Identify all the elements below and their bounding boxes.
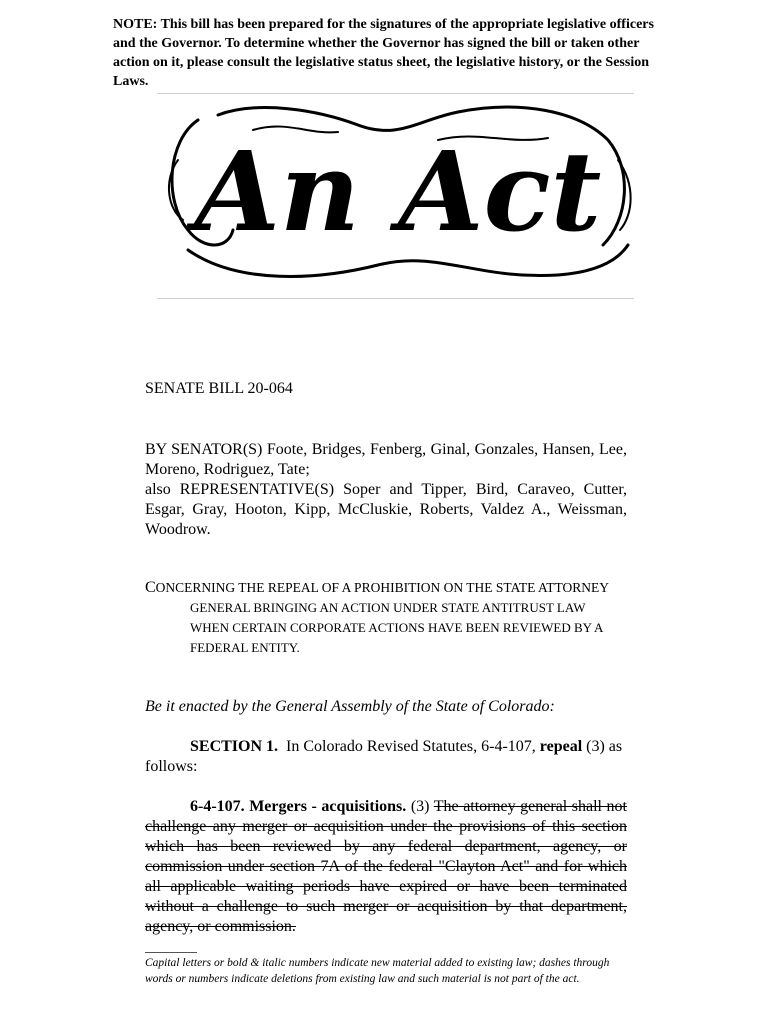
- banner-bottom-rule: [157, 298, 634, 299]
- title-first-letter: C: [145, 579, 156, 596]
- footnote: Capital letters or bold & italic numbers indicate new material added to existing law; dashes through words or numbers indicate deletions from existing law and such material is not part of the act.: [145, 957, 610, 985]
- senate-sponsors: BY SENATOR(S) Foote, Bridges, Fenberg, Ginal, Gonzales, Hansen, Lee, Moreno, Rodriguez, Tate;: [145, 441, 627, 478]
- statute-heading: 6-4-107. Mergers - acquisitions.: [190, 798, 407, 815]
- house-sponsors: also REPRESENTATIVE(S) Soper and Tipper, Bird, Caraveo, Cutter, Esgar, Gray, Hooton, Kipp, McCluskie, Roberts, Valdez A., Weissman, Woodrow.: [145, 481, 627, 538]
- enacting-clause: Be it enacted by the General Assembly of the State of Colorado:: [145, 698, 555, 715]
- title-continuation: GENERAL BRINGING AN ACTION UNDER STATE ANTITRUST LAW WHEN CERTAIN CORPORATE ACTIONS HAVE BEEN REVIEWED BY A FEDERAL ENTITY.: [190, 600, 603, 655]
- bill-title: [145, 578, 627, 658]
- title-line-1: ONCERNING THE REPEAL OF A PROHIBITION ON THE STATE ATTORNEY: [155, 580, 609, 595]
- statute-subsection: (3): [410, 798, 430, 815]
- section-1-keyword: repeal: [539, 738, 583, 755]
- an-act-flourish-graphic: [158, 100, 638, 292]
- an-act-title: An Act: [194, 127, 602, 256]
- statute-text: [145, 797, 627, 937]
- banner-top-rule: [157, 93, 634, 94]
- bill-number: SENATE BILL 20-064: [145, 380, 293, 397]
- section-1-heading: SECTION 1.: [190, 738, 279, 755]
- sponsors-block: [145, 440, 627, 540]
- statute-deleted-text: The attorney general shall not challenge any merger or acquisition under the provisions of this section which has been reviewed by any federal department, agency, or commission under section 7A of the federal "Clayton Act" and for which all applicable waiting periods have expired or have been terminated without a challenge to such merger or acquisition by that department, agency, or commission.: [145, 798, 627, 935]
- footnote-rule: [145, 952, 197, 953]
- section-1-text-a: In Colorado Revised Statutes, 6-4-107,: [286, 738, 536, 755]
- section-1-text-b: (3) as follows:: [145, 738, 623, 775]
- governor-signature-note: NOTE: This bill has been prepared for the signatures of the appropriate legislative officers and the Governor. To determine whether the Governor has signed the bill or taken other action on it, please consult the legislative status sheet, the legislative history, or the Session Laws.: [113, 17, 654, 89]
- an-act-banner: [158, 100, 638, 292]
- section-1: [145, 737, 627, 777]
